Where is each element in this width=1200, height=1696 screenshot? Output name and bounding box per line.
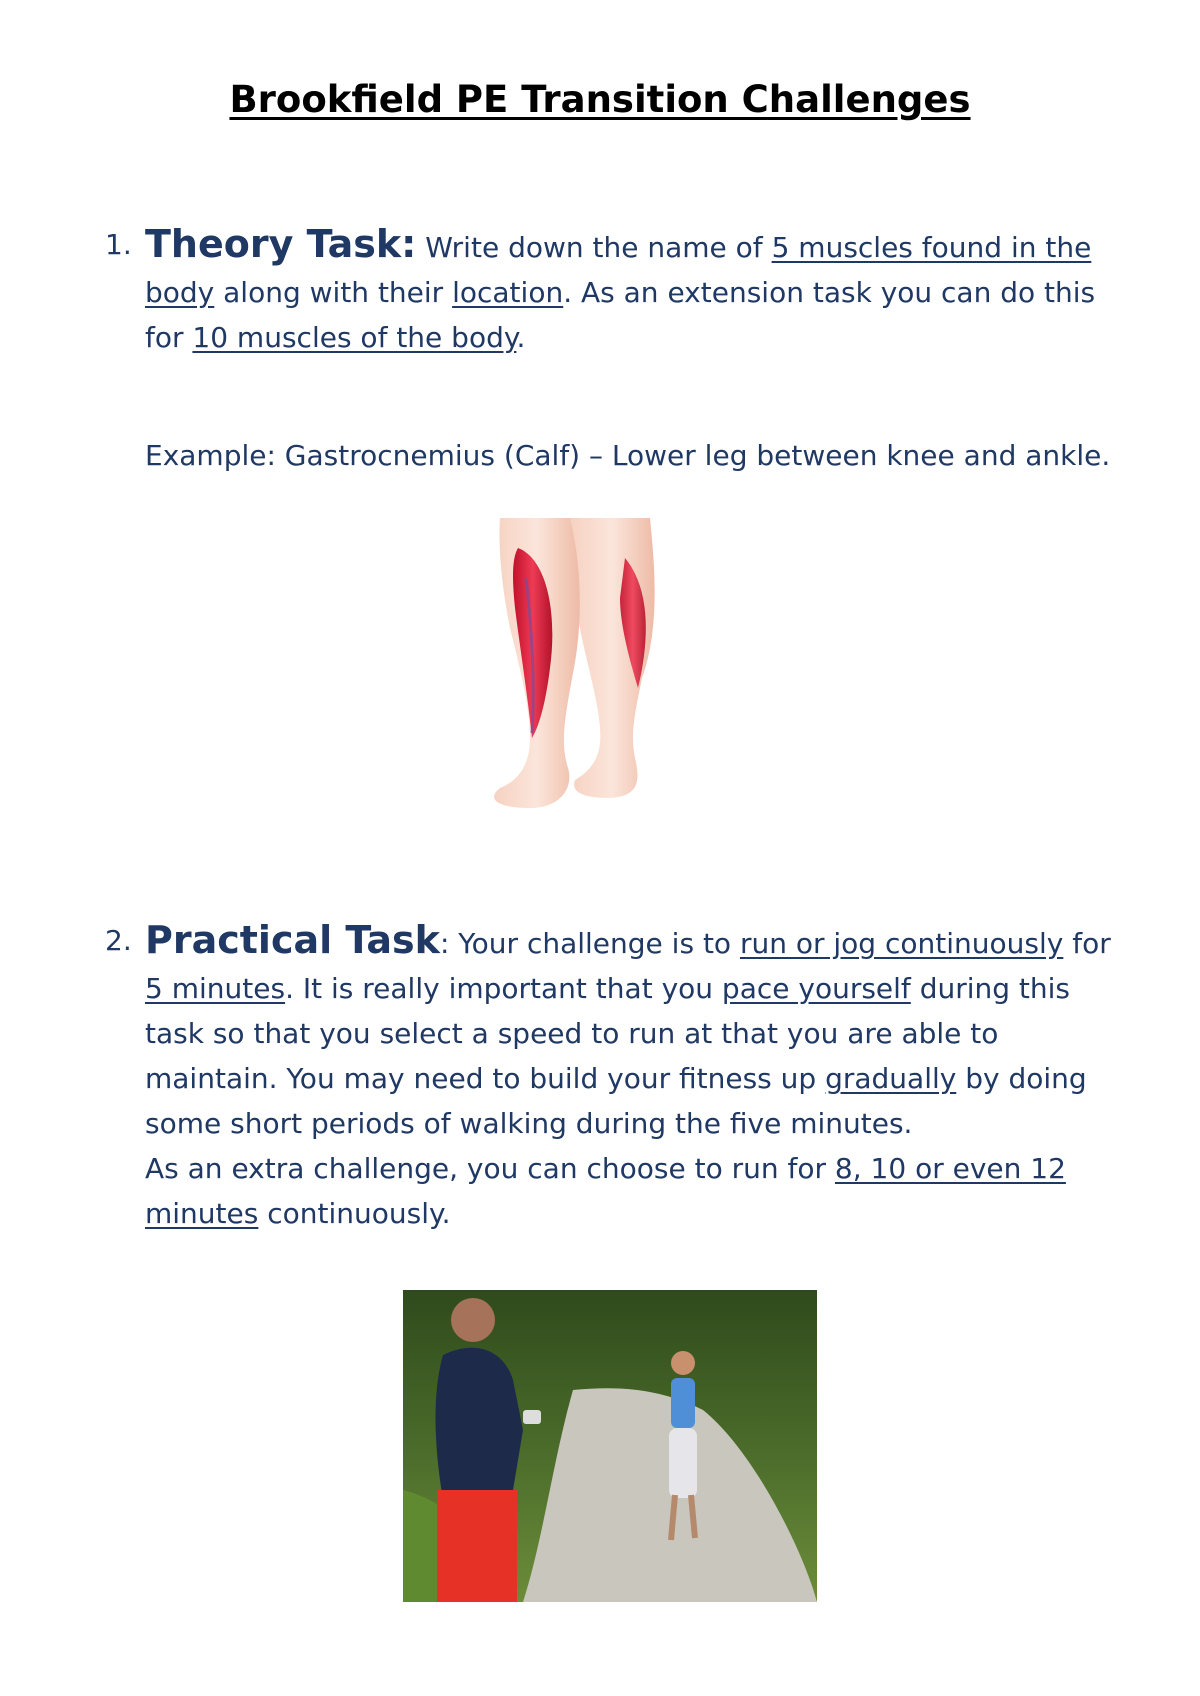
task-text: .	[516, 321, 526, 354]
task-number: 2.	[105, 924, 132, 957]
runner-photo	[403, 1290, 817, 1602]
task-text: . As an extension task you can do this for	[145, 276, 1096, 354]
practical-task	[105, 918, 1135, 1236]
underlined-text: 10 muscles of the body	[192, 321, 517, 354]
practical-task-heading: Practical Task	[145, 918, 440, 962]
underlined-text: gradually	[825, 1062, 957, 1095]
underlined-text: 8, 10 or even 12 minutes	[145, 1152, 1066, 1230]
task-text: for	[1063, 927, 1111, 960]
example-text: Example: Gastrocnemius (Calf) – Lower leg between knee and ankle.	[145, 439, 1111, 472]
task-text: . It is really important that you	[285, 972, 722, 1005]
task-text: Write down the name of	[416, 231, 772, 264]
theory-task-heading: Theory Task:	[145, 222, 417, 266]
underlined-text: location	[452, 276, 564, 309]
task-text: As an extra challenge, you can choose to run for	[145, 1152, 835, 1185]
task-text: : Your challenge is to	[439, 927, 740, 960]
underlined-text: 5 muscles found in the body	[145, 231, 1092, 309]
task-text: during this task so that you select a speed to run at that you are able to maintain. You may need to build your fitness up	[145, 972, 1071, 1095]
underlined-text: 5 minutes	[145, 972, 286, 1005]
calf-muscle-image	[490, 518, 710, 818]
underlined-text: pace yourself	[721, 972, 911, 1005]
task-text: along with their	[214, 276, 453, 309]
theory-task	[105, 222, 1135, 360]
task-number: 1.	[105, 228, 132, 261]
page-title: Brookfield PE Transition Challenges	[229, 78, 971, 121]
underlined-text: run or jog continuously	[739, 927, 1064, 960]
task-text: by doing some short periods of walking during the five minutes.	[145, 1062, 1087, 1140]
task-text: continuously.	[258, 1197, 451, 1230]
